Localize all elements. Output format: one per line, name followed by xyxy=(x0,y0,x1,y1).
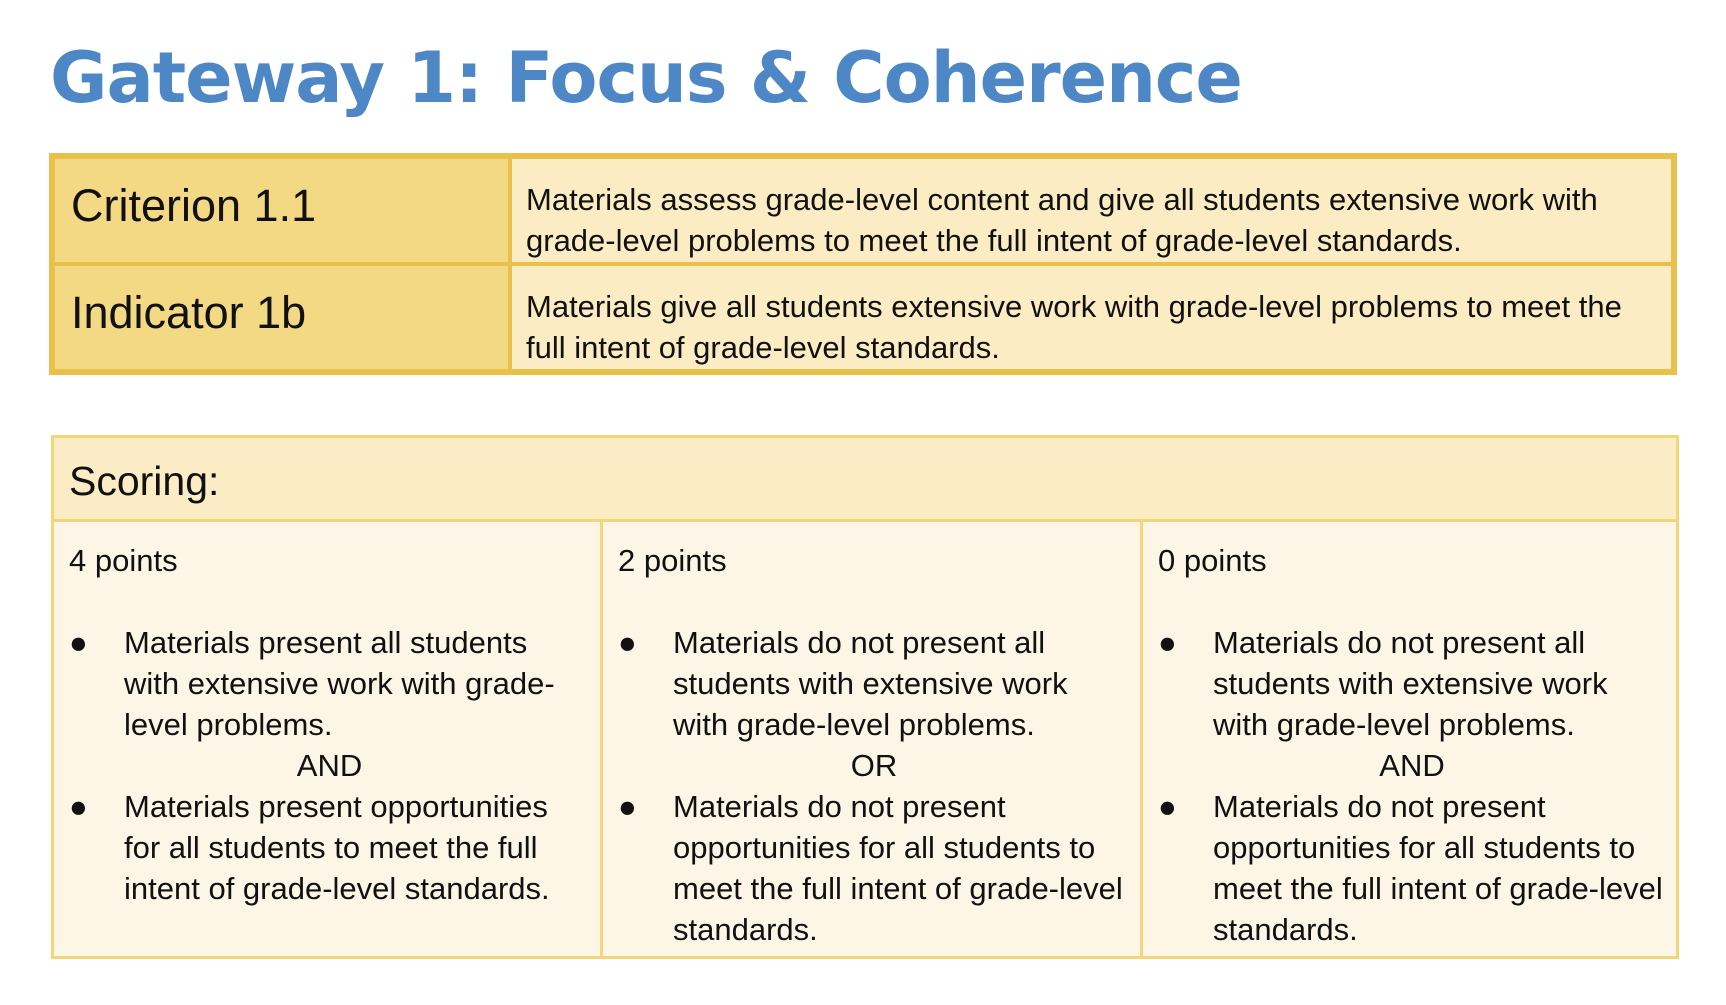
bullet-text: Materials do not present all students with extensive work with grade-level problems. xyxy=(1213,625,1608,742)
bullet-icon: ● xyxy=(1158,789,1177,824)
bullet-text: Materials do not present opportunities for all students to meet the full intent of grade-level standards. xyxy=(673,789,1123,947)
points-label: 0 points xyxy=(1158,543,1267,578)
scoring-columns xyxy=(54,522,1676,956)
bullet-icon: ● xyxy=(69,789,88,824)
bullet-text: Materials do not present opportunities for all students to meet the full intent of grade-level standards. xyxy=(1213,789,1663,947)
indicator-row xyxy=(52,264,1674,372)
list-item xyxy=(1158,622,1666,745)
bullet-text: Materials present opportunities for all students to meet the full intent of grade-level standards. xyxy=(124,789,550,906)
indicator-label: Indicator 1b xyxy=(52,264,510,372)
criterion-label: Criterion 1.1 xyxy=(52,156,510,264)
points-label: 4 points xyxy=(69,543,178,578)
list-item xyxy=(69,786,590,909)
bullet-text: Materials present all students with extensive work with grade-level problems. xyxy=(124,625,555,742)
list-item xyxy=(1158,786,1666,950)
conjunction-label: AND xyxy=(296,748,363,783)
criterion-text: Materials assess grade-level content and give all students extensive work with grade-level problems to meet the full intent of grade-level standards. xyxy=(510,156,1674,264)
criterion-table xyxy=(49,153,1677,375)
criterion-row xyxy=(52,156,1674,264)
indicator-text: Materials give all students extensive work with grade-level problems to meet the full intent of grade-level standards. xyxy=(510,264,1674,372)
scoring-table xyxy=(51,435,1679,959)
scoring-column-2-points xyxy=(600,522,1140,956)
bullet-icon: ● xyxy=(618,625,637,660)
list-item xyxy=(618,786,1130,950)
list-item xyxy=(618,622,1130,745)
conjunction-label: OR xyxy=(850,748,898,783)
scoring-column-4-points xyxy=(54,522,600,956)
bullet-text: Materials do not present all students with extensive work with grade-level problems. xyxy=(673,625,1068,742)
bullet-icon: ● xyxy=(1158,625,1177,660)
list-item xyxy=(69,622,590,745)
conjunction-label: AND xyxy=(1379,748,1445,783)
points-label: 2 points xyxy=(618,543,727,578)
bullet-icon: ● xyxy=(618,789,637,824)
page-title: Gateway 1: Focus & Coherence xyxy=(50,37,1242,119)
scoring-heading: Scoring: xyxy=(54,438,1676,522)
bullet-icon: ● xyxy=(69,625,88,660)
scoring-column-0-points xyxy=(1140,522,1676,956)
